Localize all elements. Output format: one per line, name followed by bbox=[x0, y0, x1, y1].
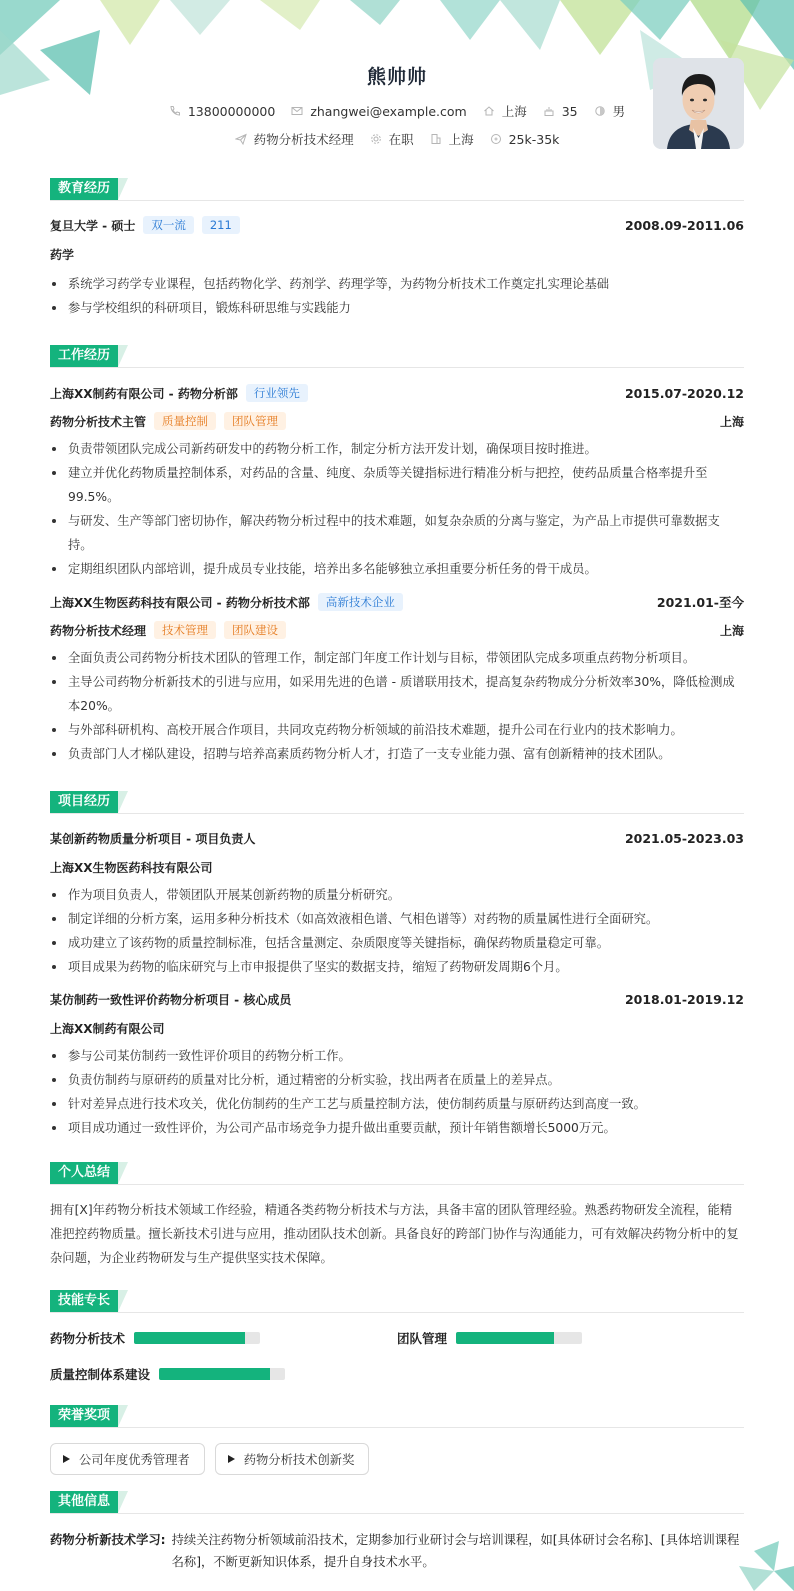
education-row bbox=[50, 216, 744, 234]
section-divider bbox=[50, 200, 744, 201]
awards-list bbox=[50, 1443, 744, 1475]
email-text: zhangwei@example.com bbox=[310, 103, 467, 119]
list-item: 主导公司药物分析新技术的引进与应用，如采用先进的色谱 - 质谱联用技术，提高复杂药物成分分析效率30%，降低检测成本20%。 bbox=[50, 670, 744, 718]
role-name: 药物分析技术主管 bbox=[50, 414, 147, 429]
skill-item bbox=[397, 1329, 744, 1347]
list-item: 参与公司某仿制药一致性评价项目的药物分析工作。 bbox=[50, 1044, 744, 1068]
awards-section bbox=[50, 1405, 744, 1475]
skill-bar bbox=[134, 1332, 260, 1344]
role-tag: 质量控制 bbox=[154, 412, 216, 430]
location-text: 上海 bbox=[501, 104, 527, 119]
education-bullets bbox=[50, 272, 744, 320]
section-title: 教育经历 bbox=[50, 178, 118, 200]
status-text: 在职 bbox=[388, 132, 414, 147]
gender-text: 男 bbox=[612, 104, 626, 119]
salary-text: 25k-35k bbox=[508, 131, 560, 147]
triangle-right-icon bbox=[228, 1455, 235, 1463]
skill-item bbox=[50, 1329, 397, 1347]
list-item: 定期组织团队内部培训，提升成员专业技能，培养出多名能够独立承担重要分析任务的骨干成员。 bbox=[50, 557, 744, 581]
section-header bbox=[50, 178, 744, 202]
skill-bar bbox=[456, 1332, 582, 1344]
list-item: 负责部门人才梯队建设，招聘与培养高素质药物分析人才，打造了一支专业能力强、富有创新精神的技术团队。 bbox=[50, 742, 744, 766]
project-bullets bbox=[50, 1044, 744, 1140]
avatar bbox=[653, 58, 744, 149]
skill-name: 质量控制体系建设 bbox=[50, 1367, 151, 1382]
work-bullets bbox=[50, 437, 744, 581]
section-divider bbox=[50, 1427, 744, 1428]
section-title: 个人总结 bbox=[50, 1162, 118, 1184]
list-item: 参与学校组织的科研项目，锻炼科研思维与实践能力 bbox=[50, 296, 744, 320]
list-item: 成功建立了该药物的质量控制标准，包括含量测定、杂质限度等关键指标，确保药物质量稳定可靠。 bbox=[50, 931, 744, 955]
school-tag: 双一流 bbox=[143, 216, 194, 234]
section-header bbox=[50, 1405, 744, 1429]
email-info bbox=[291, 104, 466, 119]
section-divider bbox=[50, 1312, 744, 1313]
section-title: 其他信息 bbox=[50, 1491, 118, 1513]
projects-section bbox=[50, 791, 744, 1140]
award-label: 药物分析技术创新奖 bbox=[243, 1453, 355, 1467]
skill-bar bbox=[159, 1368, 285, 1380]
work-date: 2021.01-至今 bbox=[656, 595, 744, 610]
section-header bbox=[50, 1162, 744, 1186]
list-item: 系统学习药学专业课程，包括药物化学、药剂学、药理学等，为药物分析技术工作奠定扎实理论基础 bbox=[50, 272, 744, 296]
education-section bbox=[50, 178, 744, 320]
list-item: 与外部科研机构、高校开展合作项目，共同攻克药物分析领域的前沿技术难题，提升公司在行业内的技术影响力。 bbox=[50, 718, 744, 742]
section-title: 工作经历 bbox=[50, 345, 118, 367]
section-header bbox=[50, 791, 744, 815]
list-item: 项目成果为药物的临床研究与上市申报提供了坚实的数据支持，缩短了药物研发周期6个月。 bbox=[50, 955, 744, 979]
coin-icon bbox=[490, 133, 502, 145]
skill-item bbox=[50, 1365, 397, 1383]
company-tag: 行业领先 bbox=[246, 384, 308, 402]
project-header bbox=[50, 991, 744, 1008]
list-item: 负责仿制药与原研药的质量对比分析，通过精密的分析实验，找出两者在质量上的差异点。 bbox=[50, 1068, 744, 1092]
list-item: 与研发、生产等部门密切协作，解决药物分析过程中的技术难题，如复杂杂质的分离与鉴定，为产品上市提供可靠数据支持。 bbox=[50, 509, 744, 557]
age-text: 35 bbox=[561, 103, 578, 119]
section-title: 技能专长 bbox=[50, 1290, 118, 1312]
work-item-header bbox=[50, 593, 744, 611]
list-item: 制定详细的分析方案，运用多种分析技术（如高效液相色谱、气相色谱等）对药物的质量属性进行全面研究。 bbox=[50, 907, 744, 931]
company-tag: 高新技术企业 bbox=[318, 593, 403, 611]
work-date: 2015.07-2020.12 bbox=[624, 385, 744, 401]
section-title: 项目经历 bbox=[50, 791, 118, 813]
city-text: 上海 bbox=[448, 132, 474, 147]
gender-icon bbox=[594, 105, 606, 117]
gender-info bbox=[594, 102, 626, 120]
school-tag: 211 bbox=[202, 216, 240, 234]
location-info bbox=[483, 102, 527, 120]
summary-section bbox=[50, 1162, 744, 1270]
list-item: 建立并优化药物质量控制体系，对药品的含量、纯度、杂质等关键指标进行精准分析与把控，使药品质量合格率提升至99.5%。 bbox=[50, 461, 744, 509]
job-intent-line bbox=[50, 130, 744, 148]
skills-section bbox=[50, 1290, 744, 1383]
other-section bbox=[50, 1491, 744, 1573]
project-name: 某创新药物质量分析项目 - 项目负责人 bbox=[50, 832, 256, 846]
list-item: 针对差异点进行技术攻关，优化仿制药的生产工艺与质量控制方法，使仿制药质量与原研药达到高度一致。 bbox=[50, 1092, 744, 1116]
role-name: 药物分析技术经理 bbox=[50, 623, 147, 638]
phone-text: 13800000000 bbox=[187, 103, 276, 119]
award-item bbox=[50, 1443, 205, 1475]
project-header bbox=[50, 830, 744, 847]
skill-name: 药物分析技术 bbox=[50, 1331, 126, 1346]
mail-icon bbox=[291, 105, 303, 117]
list-item: 负责带领团队完成公司新药研发中的药物分析工作，制定分析方法开发计划，确保项目按时推进。 bbox=[50, 437, 744, 461]
status-info bbox=[370, 130, 414, 148]
section-header bbox=[50, 1290, 744, 1314]
building-icon bbox=[430, 133, 442, 145]
school-name: 复旦大学 - 硕士 bbox=[50, 218, 136, 233]
role-tag: 技术管理 bbox=[154, 621, 216, 639]
company-name: 上海XX制药有限公司 - 药物分析部 bbox=[50, 386, 238, 401]
section-title: 荣誉奖项 bbox=[50, 1405, 118, 1427]
salary-info bbox=[490, 132, 560, 147]
section-divider bbox=[50, 1513, 744, 1514]
education-date: 2008.09-2011.06 bbox=[624, 217, 744, 233]
list-item: 项目成功通过一致性评价，为公司产品市场竞争力提升做出重要贡献，预计年销售额增长5000万元。 bbox=[50, 1116, 744, 1140]
list-item: 作为项目负责人，带领团队开展某创新药物的质量分析研究。 bbox=[50, 883, 744, 907]
skill-bar-fill bbox=[159, 1368, 270, 1380]
section-divider bbox=[50, 367, 744, 368]
skill-bar-fill bbox=[456, 1332, 554, 1344]
list-item: 全面负责公司药物分析技术团队的管理工作，制定部门年度工作计划与目标，带领团队完成多项重点药物分析项目。 bbox=[50, 646, 744, 670]
project-date: 2018.01-2019.12 bbox=[624, 992, 744, 1007]
skill-name: 团队管理 bbox=[397, 1331, 448, 1346]
section-divider bbox=[50, 813, 744, 814]
skill-bar-fill bbox=[134, 1332, 245, 1344]
role-tag: 团队建设 bbox=[224, 621, 286, 639]
award-label: 公司年度优秀管理者 bbox=[79, 1453, 190, 1467]
gear-icon bbox=[370, 133, 382, 145]
cake-icon bbox=[543, 105, 555, 117]
phone-icon bbox=[169, 105, 181, 117]
role-tag: 团队管理 bbox=[224, 412, 286, 430]
work-section bbox=[50, 345, 744, 766]
job-title-text: 药物分析技术经理 bbox=[253, 132, 354, 147]
phone-info bbox=[169, 104, 275, 119]
skills-grid bbox=[50, 1329, 744, 1383]
contact-line bbox=[50, 102, 744, 120]
resume-header bbox=[50, 0, 744, 178]
job-title-info bbox=[235, 130, 354, 148]
home-icon bbox=[483, 105, 495, 117]
other-text: 持续关注药物分析领域前沿技术，定期参加行业研讨会与培训课程，如[具体研讨会名称]、[具体培训课程名称]，不断更新知识体系，提升自身技术水平。 bbox=[171, 1533, 740, 1569]
project-org: 上海XX生物医药科技有限公司 bbox=[50, 861, 213, 875]
project-date: 2021.05-2023.03 bbox=[624, 831, 744, 846]
section-divider bbox=[50, 1184, 744, 1185]
work-city: 上海 bbox=[719, 414, 744, 429]
city-info bbox=[430, 130, 474, 148]
candidate-name: 熊帅帅 bbox=[366, 66, 427, 88]
company-name: 上海XX生物医药科技有限公司 - 药物分析技术部 bbox=[50, 595, 310, 610]
triangle-right-icon bbox=[63, 1455, 70, 1463]
work-item-header bbox=[50, 384, 744, 402]
project-bullets bbox=[50, 883, 744, 979]
major: 药学 bbox=[50, 248, 75, 262]
work-role-row bbox=[50, 412, 744, 430]
award-item bbox=[215, 1443, 370, 1475]
project-name: 某仿制药一致性评价药物分析项目 - 核心成员 bbox=[50, 993, 292, 1007]
project-org: 上海XX制药有限公司 bbox=[50, 1022, 165, 1036]
other-item bbox=[50, 1529, 744, 1573]
paper-plane-icon bbox=[235, 133, 247, 145]
work-bullets bbox=[50, 646, 744, 766]
work-city: 上海 bbox=[719, 623, 744, 638]
other-label: 药物分析新技术学习: bbox=[50, 1533, 166, 1547]
age-info bbox=[543, 104, 578, 119]
work-role-row bbox=[50, 621, 744, 639]
section-header bbox=[50, 1491, 744, 1515]
section-header bbox=[50, 345, 744, 369]
summary-text: 拥有[X]年药物分析技术领域工作经验，精通各类药物分析技术与方法，具备丰富的团队管理经验。熟悉药物研发全流程，能精准把控药物质量。擅长新技术引进与应用，推动团队技术创新。具备良好的跨部门协作与沟通能力，可有效解决药物分析中的复杂问题，为企业药物研发与生产提供坚实技术保障。 bbox=[50, 1203, 739, 1265]
